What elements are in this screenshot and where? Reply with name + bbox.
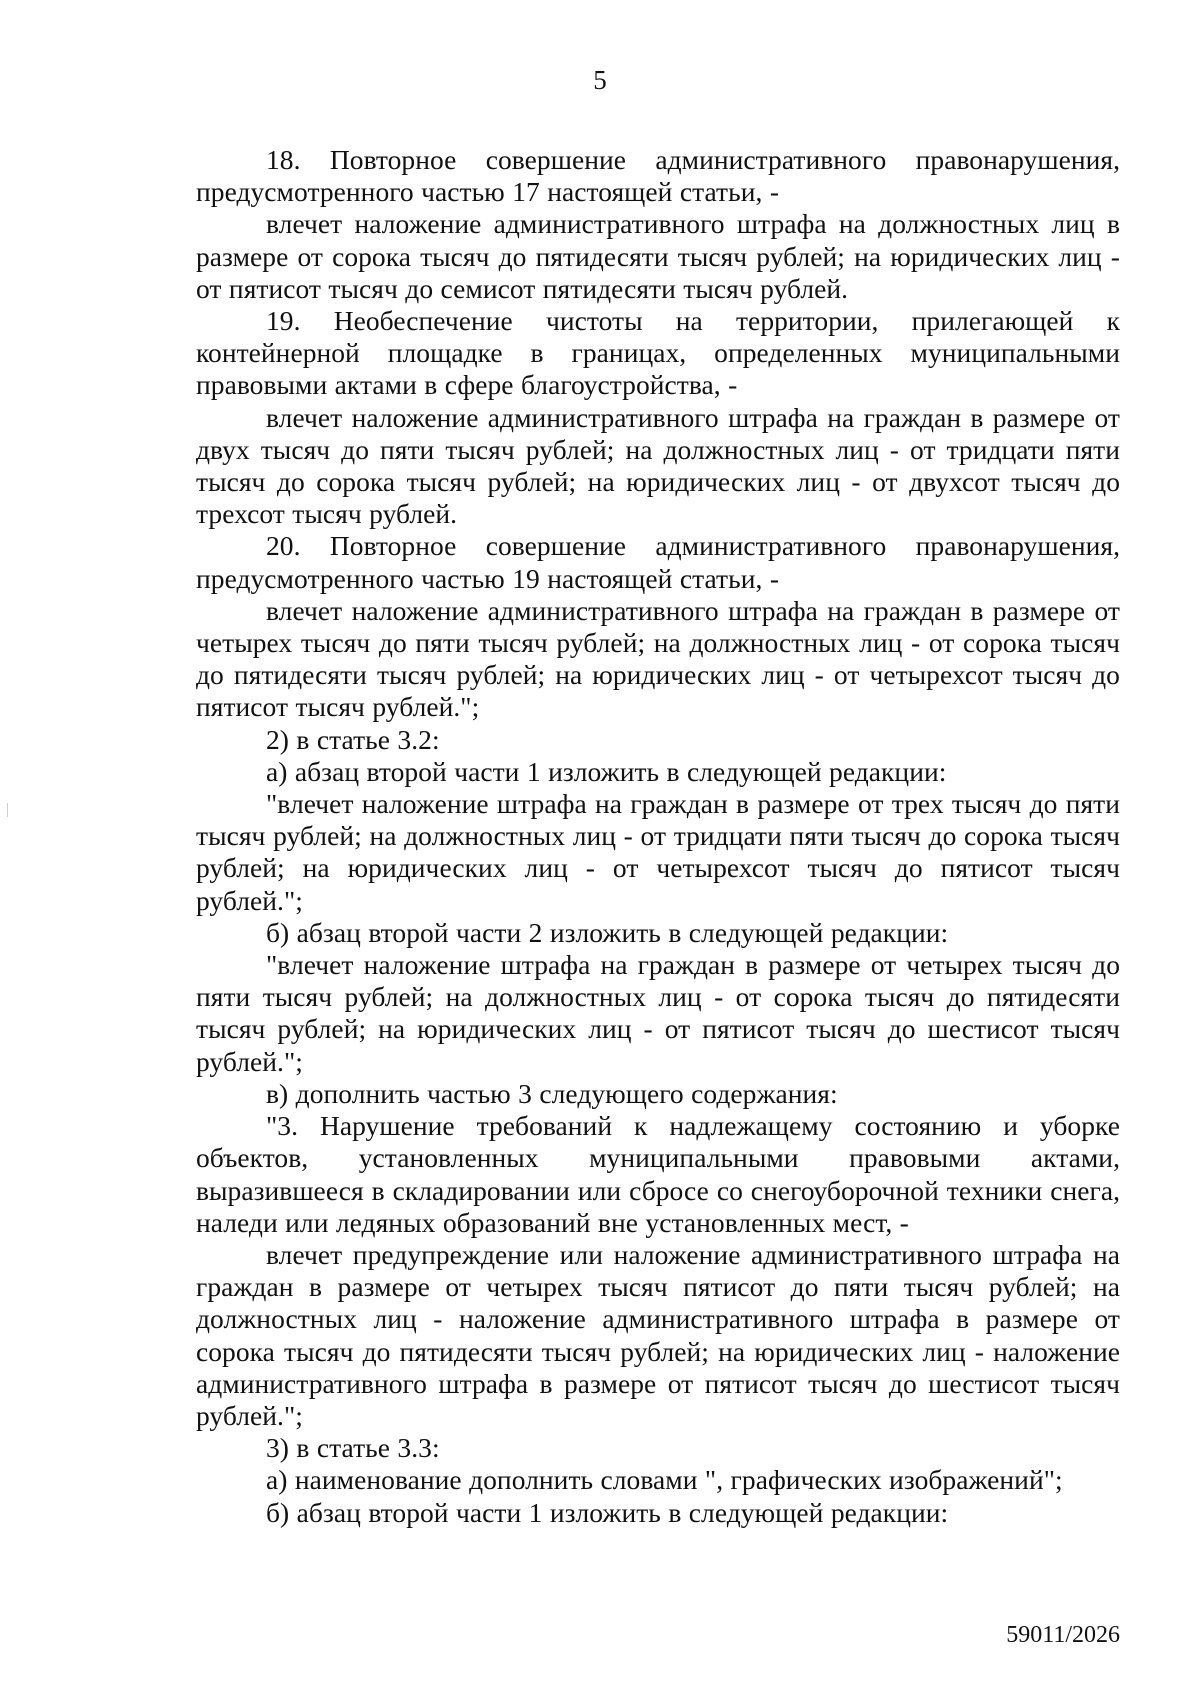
item-2v: в) дополнить частью 3 следующего содержания: (266, 1077, 838, 1109)
document-code: 59011/2026 (1006, 1622, 1120, 1648)
page-number: 5 (593, 65, 607, 95)
item-2-heading: 2) в статье 3.2: (266, 723, 440, 755)
document-body (196, 144, 1120, 1529)
paragraph-18: 18. Повторное совершение административного правонарушения, предусмотренного частью 17 настоящей статьи, - (196, 144, 1120, 208)
paragraph-20-penalty: влечет наложение административного штрафа на граждан в размере от четырех тысяч до пяти тысяч рублей; на должностных лиц - от сорока тысяч до пятидесяти тысяч рублей; на юридических лиц - от четырехсот тысяч до пятисот тысяч рублей."; (196, 594, 1120, 723)
item-3a: а) наименование дополнить словами ", графических изображений"; (266, 1464, 1063, 1496)
item-2v-part-3: "3. Нарушение требований к надлежащему состоянию и уборке объектов, установленных муниципальными правовыми актами, выразившееся в складировании или сбросе со снегоуборочной техники снега, наледи или ледяных образований вне установленных мест, - (196, 1110, 1120, 1238)
item-2v-penalty: влечет предупреждение или наложение административного штрафа на граждан в размере от четырех тысяч пятисот до пяти тысяч рублей; на должностных лиц - наложение административного штрафа в размере от сорока тысяч до пятидесяти тысяч рублей; на юридических лиц - наложение административного штрафа в размере от пятисот тысяч до шестисот тысяч рублей."; (196, 1238, 1120, 1431)
item-3-heading: 3) в статье 3.3: (266, 1432, 440, 1464)
item-3b: б) абзац второй части 1 изложить в следующей редакции: (266, 1496, 949, 1528)
item-2a: а) абзац второй части 1 изложить в следующей редакции: (266, 755, 947, 787)
scan-artifact (7, 803, 8, 817)
paragraph-19-penalty: влечет наложение административного штрафа на граждан в размере от двух тысяч до пяти тысяч рублей; на должностных лиц - от тридцати пяти тысяч до сорока тысяч рублей; на юридических лиц - от двухсот тысяч до трехсот тысяч рублей. (196, 401, 1120, 530)
item-2b-text: "влечет наложение штрафа на граждан в размере от четырех тысяч до пяти тысяч рублей; на должностных лиц - от сорока тысяч до пятидесяти тысяч рублей; на юридических лиц - от пятисот тысяч до шестисот тысяч рублей."; (196, 949, 1120, 1077)
item-2a-text: "влечет наложение штрафа на граждан в размере от трех тысяч до пяти тысяч рублей; на должностных лиц - от тридцати пяти тысяч до сорока тысяч рублей; на юридических лиц - от четырехсот тысяч до пятисот тысяч рублей."; (196, 788, 1120, 916)
paragraph-20: 20. Повторное совершение административного правонарушения, предусмотренного частью 19 настоящей статьи, - (196, 530, 1120, 594)
paragraph-18-penalty: влечет наложение административного штрафа на должностных лиц в размере от сорока тысяч до пятидесяти тысяч рублей; на юридических лиц - от пятисот тысяч до семисот пятидесяти тысяч рублей. (196, 208, 1120, 304)
item-2b: б) абзац второй части 2 изложить в следующей редакции: (266, 916, 949, 948)
paragraph-19: 19. Необеспечение чистоты на территории, прилегающей к контейнерной площадке в границах, определенных муниципальными правовыми актами в сфере благоустройства, - (196, 305, 1120, 401)
